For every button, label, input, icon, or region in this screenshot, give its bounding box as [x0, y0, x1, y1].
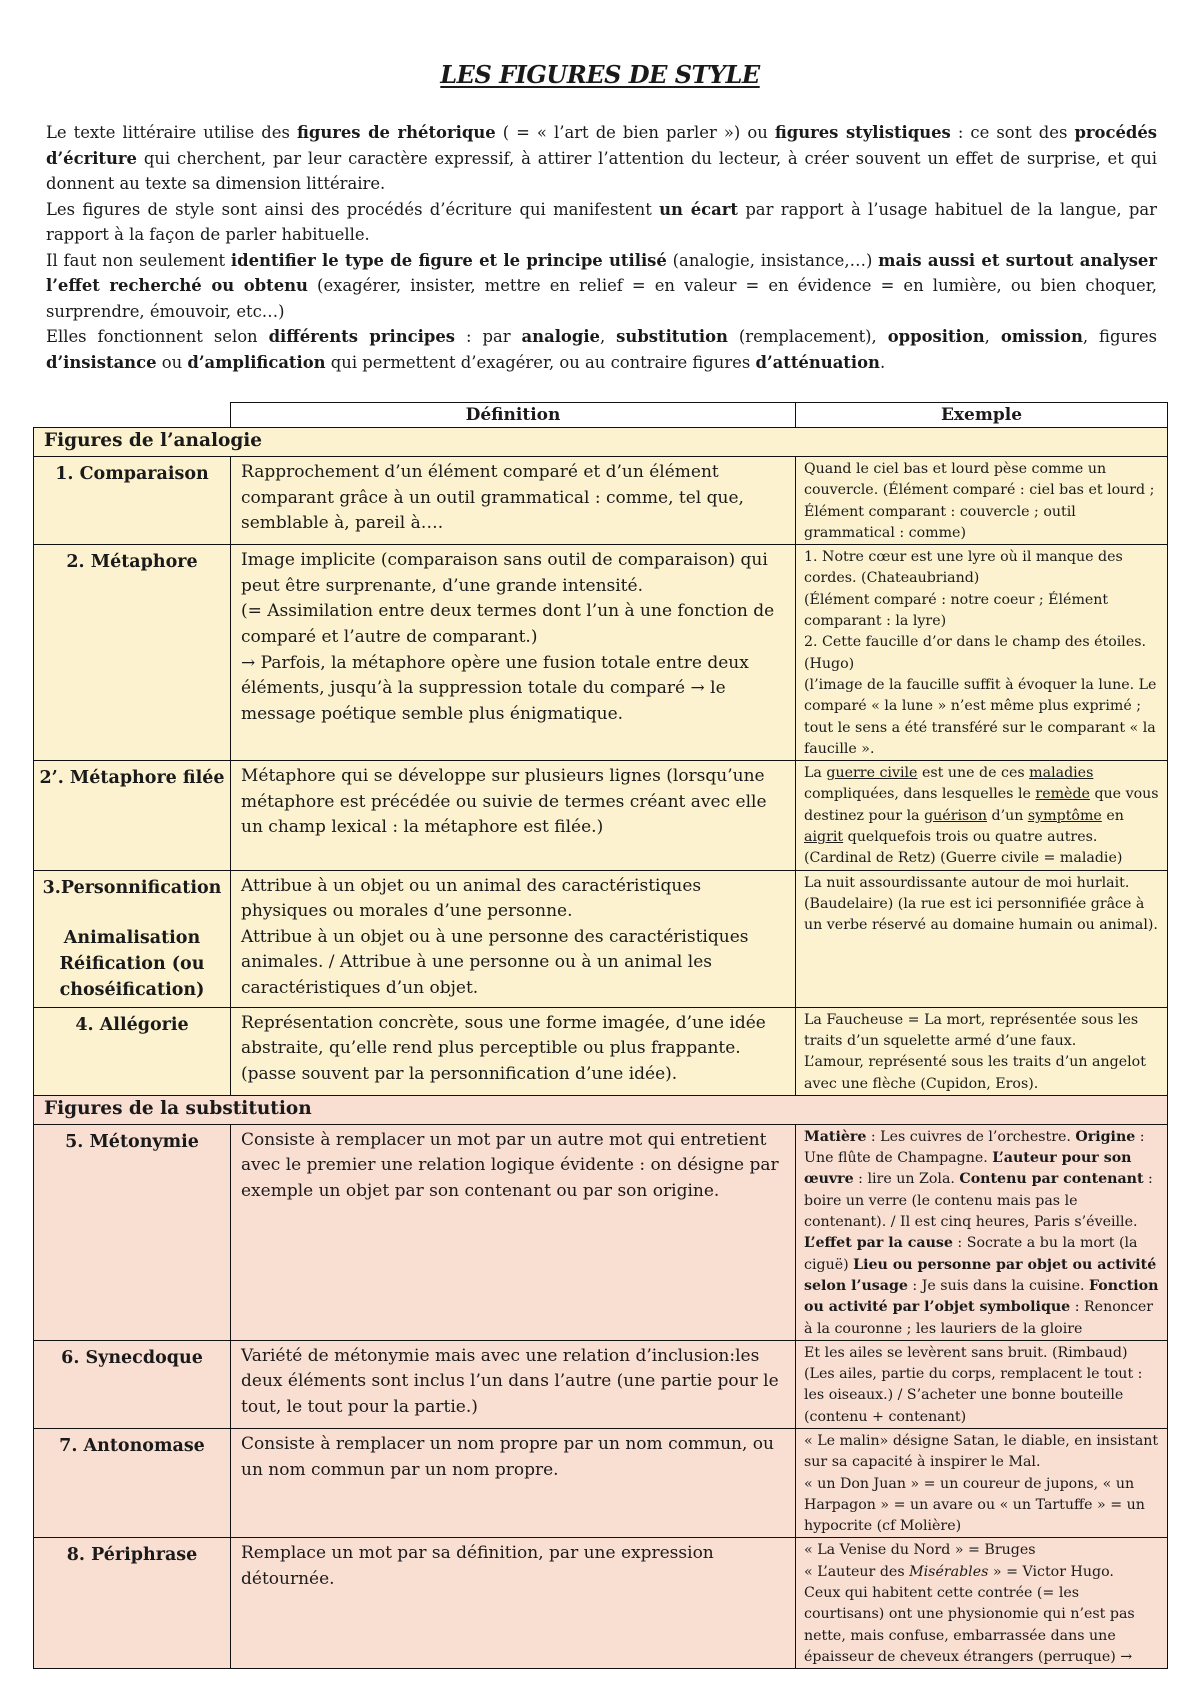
table-row-synecdoque [34, 1340, 1168, 1428]
text: Les figures de style sont ainsi des procédés d’écriture qui manifestent [46, 199, 660, 219]
text: : Je suis dans la cuisine. [907, 1277, 1090, 1294]
text-bold: analogie [521, 327, 600, 346]
header-exemple: Exemple [796, 403, 1168, 428]
example-line: « Le malin» désigne Satan, le diable, en insistant sur sa capacité à inspirer le Mal. [804, 1432, 1159, 1471]
text-bold: figures stylistiques [774, 123, 951, 142]
intro-paragraph-4 [46, 324, 1157, 375]
example-line: La Faucheuse = La mort, représentée sous les traits d’un squelette armé d’une faux. [804, 1011, 1139, 1049]
example-line: (Élément comparé : notre coeur ; Élément comparant : la lyre) [804, 591, 1109, 630]
figure-name [34, 870, 231, 1007]
figure-example [796, 1428, 1168, 1537]
figure-name-line: Réification (ou choséification) [59, 953, 205, 1000]
text: ( = « l’art de bien parler ») ou [495, 123, 775, 142]
text: Il faut non seulement [46, 250, 231, 270]
intro-text [46, 120, 1157, 375]
table-row-metaphore-filee [34, 761, 1168, 870]
text: (exagérer, insister, mettre en relief = en valeur = en évidence = en lumière, ou bien choquer, surprendre, émouvoir, etc…) [46, 276, 1157, 321]
figure-name: 5. Métonymie [34, 1124, 231, 1340]
figure-definition [231, 545, 796, 761]
text-bold: différents principes [268, 327, 455, 346]
definition-line: Image implicite (comparaison sans outil de comparaison) qui peut être surprenante, d’une grande intensité. [241, 550, 768, 596]
figure-name: 4. Allégorie [34, 1007, 231, 1095]
text-underlined: guerre civile [826, 765, 918, 782]
example-line [804, 1562, 1159, 1583]
text-bold: mais aussi et surtout analyser l’effet recherché ou obtenu [46, 250, 1157, 295]
text: Elles fonctionnent selon [46, 327, 269, 346]
intro-paragraph-3 [46, 248, 1157, 325]
text: par rapport à l’usage habituel de la langue, par rapport à la façon de parler habituelle. [46, 199, 1157, 244]
figures-table-wrapper [33, 402, 1167, 1669]
figure-example [796, 545, 1168, 761]
text-bold: L’auteur pour son œuvre [804, 1150, 1132, 1188]
text: : ce sont des [950, 123, 1075, 142]
example-line: L’amour, représenté sous les traits d’un angelot avec une flèche (Cupidon, Eros). [804, 1054, 1146, 1092]
definition-line: (= Assimilation entre deux termes dont l’un à une fonction de comparé et l’autre de comparant.) [241, 601, 775, 647]
text-bold: L’effet par la cause [804, 1235, 953, 1252]
text-underlined: symptôme [1027, 807, 1102, 824]
header-blank-cell [34, 403, 231, 428]
text: : Une flûte de Champagne. [804, 1128, 1145, 1167]
figure-name-line: Animalisation [63, 927, 201, 948]
text-underlined: maladies [1029, 765, 1094, 782]
table-row-antonomase [34, 1428, 1168, 1537]
header-definition: Définition [231, 403, 796, 428]
figure-name: 6. Synecdoque [34, 1340, 231, 1428]
text: , [984, 327, 1001, 346]
text: : par [454, 327, 522, 346]
text: Le texte littéraire utilise des [46, 123, 297, 142]
table-row-metonymie [34, 1124, 1168, 1340]
figure-example [796, 1124, 1168, 1340]
figure-name: 2’. Métaphore filée [34, 761, 231, 870]
text: compliquées, dans lesquelles le [804, 786, 1036, 803]
figure-example [796, 1007, 1168, 1095]
figure-example: Et les ailes se levèrent sans bruit. (Rimbaud) (Les ailes, partie du corps, remplacent le tout : les oiseaux.) / S’acheter une bonne bouteille (contenu + contenant) [796, 1340, 1168, 1428]
example-line: « un Don Juan » = un coureur de jupons, « un Harpagon » = un avare ou « un Tartuffe » = un hypocrite (cf Molière) [804, 1475, 1145, 1535]
text-underlined: remède [1035, 786, 1090, 803]
text-bold: un écart [659, 199, 738, 219]
text-bold: d’insistance [46, 352, 157, 372]
definition-line: Attribue à un objet ou à une personne des caractéristiques animales. / Attribue à une personne ou à un animal les caractéristiques d’un objet. [241, 926, 749, 999]
text: qui permettent d’exagérer, ou au contraire figures [325, 352, 756, 372]
table-header-row [34, 403, 1168, 428]
section-row-analogie [34, 428, 1168, 457]
text: : Les cuivres de l’orchestre. [866, 1128, 1076, 1145]
figure-definition [231, 870, 796, 1007]
figure-example [796, 1538, 1168, 1669]
figure-name-line: 3.Personnification [42, 877, 222, 898]
text-bold: Lieu ou personne par objet ou activité selon l’usage [804, 1256, 1157, 1294]
example-line: 2. Cette faucille d’or dans le champ des étoiles. (Hugo) [804, 634, 1147, 672]
text-underlined: guérison [924, 807, 987, 824]
text-bold: d’amplification [187, 352, 326, 372]
figures-table [33, 402, 1168, 1669]
figure-definition: Représentation concrète, sous une forme imagée, d’une idée abstraite, qu’elle rend plus perceptible ou plus frappante. (passe souvent par la personnification d’une idée). [231, 1007, 796, 1095]
text: d’un [986, 807, 1028, 824]
table-row-metaphore [34, 545, 1168, 761]
text-bold: Matière [804, 1128, 867, 1145]
text-bold: Fonction ou activité par l’objet symbolique [804, 1277, 1159, 1316]
figure-definition: Variété de métonymie mais avec une relation d’inclusion:les deux éléments sont inclus l’un dans l’autre (une partie pour le tout, le tout pour la partie.) [231, 1340, 796, 1428]
text: (remplacement), [727, 327, 888, 346]
figure-definition: Consiste à remplacer un mot par un autre mot qui entretient avec le premier une relation logique évidente : on désigne par exemple un objet par son contenant ou par son origine. [231, 1124, 796, 1340]
text: ou [156, 352, 188, 372]
figure-example: Quand le ciel bas et lourd pèse comme un couvercle. (Élément comparé : ciel bas et lourd ; Élément comparant : couvercle ; outil grammatical : comme) [796, 457, 1168, 545]
example-line: 1. Notre cœur est une lyre où il manque des cordes. (Chateaubriand) [804, 549, 1123, 587]
text: : lire un Zola. [853, 1171, 960, 1188]
text: quelquefois trois ou quatre autres. (Cardinal de Retz) (Guerre civile = maladie) [804, 829, 1123, 867]
text: La [804, 765, 827, 782]
table-row-periphrase [34, 1538, 1168, 1669]
page-title: LES FIGURES DE STYLE [440, 60, 760, 89]
text-bold: identifier le type de figure et le principe utilisé [230, 250, 667, 270]
text-italic: Misérables [909, 1563, 989, 1580]
text: est une de ces [917, 765, 1030, 782]
text: : Socrate a bu la mort (la ciguë) [804, 1235, 1138, 1273]
figure-name: 8. Périphrase [34, 1538, 231, 1669]
figure-name: 2. Métaphore [34, 545, 231, 761]
section-row-substitution [34, 1095, 1168, 1124]
text-bold: d’atténuation [755, 352, 880, 372]
definition-line: Attribue à un objet ou un animal des caractéristiques physiques ou morales d’une personne. [241, 875, 702, 922]
text-bold: procédés d’écriture [46, 123, 1158, 168]
intro-paragraph-1 [46, 120, 1157, 197]
figure-definition: Métaphore qui se développe sur plusieurs lignes (lorsqu’une métaphore est précédée ou suivie de termes créant avec elle un champ lexical : la métaphore est filée.) [231, 761, 796, 870]
figure-name: 1. Comparaison [34, 457, 231, 545]
text: (analogie, insistance,…) [666, 250, 879, 270]
section-title-substitution: Figures de la substitution [34, 1095, 1168, 1124]
text-bold: Contenu par contenant [959, 1171, 1144, 1188]
figure-definition: Remplace un mot par sa définition, par une expression détournée. [231, 1538, 796, 1669]
table-row-personnification [34, 870, 1168, 1007]
example-line: Ceux qui habitent cette contrée (= les courtisans) ont une physionomie qui n’est pas nette, mais confuse, embarrassée dans une épaisseur de cheveux étrangers (perruque) → [804, 1585, 1135, 1665]
text-underlined: aigrit [804, 829, 844, 846]
figure-example [796, 761, 1168, 870]
intro-paragraph-2 [46, 197, 1157, 248]
section-title-analogie: Figures de l’analogie [34, 428, 1168, 457]
text: , figures [1082, 327, 1157, 346]
figure-definition: Rapprochement d’un élément comparé et d’un élément comparant grâce à un outil grammatical : comme, tel que, semblable à, pareil à…. [231, 457, 796, 545]
text: que vous destinez pour la [804, 786, 1159, 824]
text: : Renoncer à la couronne ; les lauriers de la gloire [804, 1299, 1154, 1337]
text: , [599, 327, 617, 346]
text: « L’auteur des [804, 1563, 910, 1580]
figure-example: La nuit assourdissante autour de moi hurlait. (Baudelaire) (la rue est ici personnifiée grâce à un verbe réservé au domaine humain ou animal). [796, 870, 1168, 1007]
example-line: « La Venise du Nord » = Bruges [804, 1542, 1036, 1559]
text-bold: opposition [887, 327, 985, 346]
text: » = Victor Hugo. [988, 1563, 1114, 1580]
text-bold: substitution [616, 327, 728, 346]
text-bold: figures de rhétorique [296, 123, 496, 142]
figure-name: 7. Antonomase [34, 1428, 231, 1537]
definition-line: → Parfois, la métaphore opère une fusion totale entre deux éléments, jusqu’à la suppression totale du comparé → le message poétique semble plus énigmatique. [241, 652, 749, 724]
table-row-comparaison [34, 457, 1168, 545]
text: : boire un verre (le contenu mais pas le contenant). / Il est cinq heures, Paris s’éveille. [804, 1171, 1153, 1231]
text: qui cherchent, par leur caractère expressif, à attirer l’attention du lecteur, à créer souvent un effet de surprise, et qui donnent au texte sa dimension littéraire. [46, 148, 1157, 193]
table-row-allegorie [34, 1007, 1168, 1095]
text: . [879, 352, 886, 372]
figure-definition: Consiste à remplacer un nom propre par un nom commun, ou un nom commun par un nom propre. [231, 1428, 796, 1537]
text: en [1101, 807, 1124, 824]
text-bold: Origine [1075, 1128, 1136, 1145]
text-bold: omission [1000, 327, 1083, 346]
example-line: (l’image de la faucille suffit à évoquer la lune. Le comparé « la lune » n’est même plus exprimé ; tout le sens a été transféré sur le comparant « la faucille ». [804, 676, 1157, 757]
